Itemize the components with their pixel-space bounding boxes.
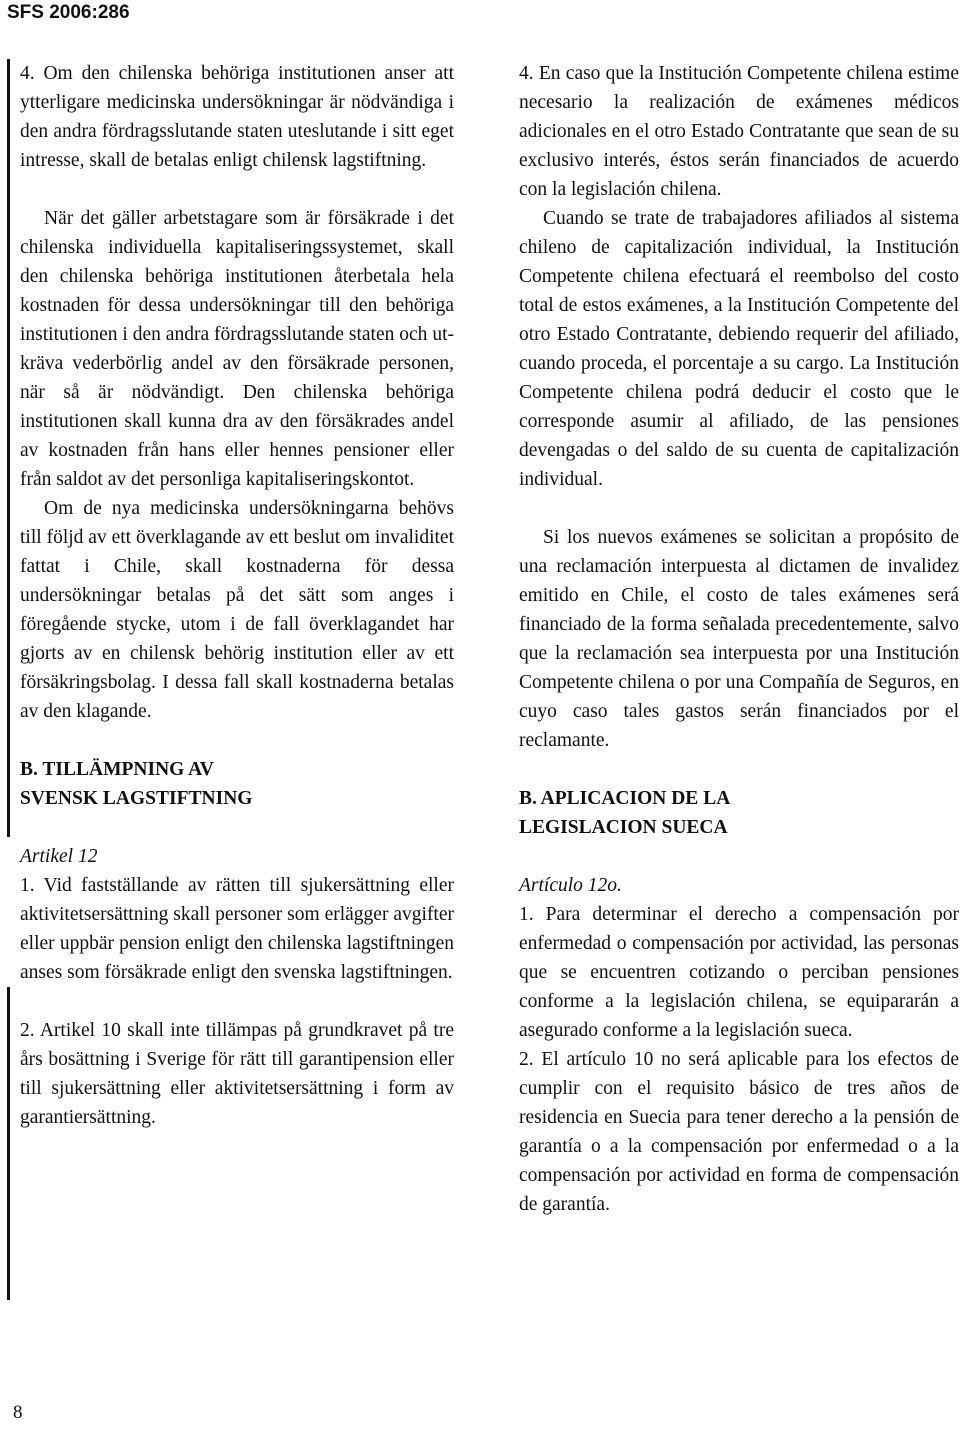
paragraph: Om de nya medicinska undersökningarna behövs till följd av ett överklagande av ett beslut om invaliditet fattat i Chile, skall kostnaderna för dessa undersökningar betalas på det sätt som anges i föregående stycke, utom i de fall överklagandet har gjorts av en chilensk behörig institution eller av ett försäkringsbolag. I dessa fall skall kostnaderna betalas av den klagande. [20,498,454,722]
page-number: 8 [13,1402,23,1423]
paragraph: Si los nuevos exámenes se solicitan a propósito de una reclamación interpuesta al dictamen de invalidez emitido en Chile, el costo de tales exámenes será financiado de la forma señalada precedentemente, salvo que la reclamación sea interpuesta por una Institución Competente chilena o por una Compañía de Seguros, en cuyo caso tales gastos serán financiados por el reclamante. [519,527,959,751]
article-heading: Artikel 12 [20,846,98,867]
section-heading: B. APLICACION DE LA [519,788,731,809]
paragraph: 4. Om den chilenska behöriga institutionen anser att ytterligare medicinska undersökningar är nödvändiga i den andra fördragsslutande staten uteslutande i sitt eget intresse, skall de betalas enligt chilensk lagstiftning. [20,63,454,171]
paragraph: 4. En caso que la Institución Competente chilena estime necesario la realización de exámenes médicos adicionales en el otro Estado Contratante que sean de su exclusivo interés, éstos serán financiados de acuerdo con la legislación chilena. [519,63,959,200]
paragraph: 2. El artículo 10 no será aplicable para los efectos de cumplir con el requisito básico de tres años de residencia en Suecia para tener derecho a la pensión de garantía o a la compensación por enfermedad o a la compensación por actividad en forma de compensación de garantía. [519,1049,959,1215]
paragraph: När det gäller arbetstagare som är försäkrade i det chilenska individuella kapitaliseringssystemet, skall den chilenska behöriga institutionen återbetala hela kostnaden för dessa undersökningar till den behöriga institutionen i den andra fördragsslutande staten och utkräva vederbörlig andel av den försäkrade personen, när så är nödvändigt. Den chilenska behöriga institutionen skall kunna dra av den försäkrades andel av kostnaden från hans eller hennes pensioner eller från saldot av det personliga kapitaliseringskontot. [20,208,454,490]
swedish-column [20,59,454,1132]
section-heading: LEGISLACION SUECA [519,817,728,838]
change-bar [7,987,10,1300]
paragraph: 1. Vid fastställande av rätten till sjukersättning eller aktivitetsersättning skall personer som erlägger avgifter eller uppbär pension enligt den chilenska lagstiftningen anses som försäkrade enligt den svenska lagstiftningen. [20,875,454,983]
change-bar [7,59,10,837]
paragraph: 1. Para determinar el derecho a compensación por enfermedad o compensación por actividad, las personas que se encuentren cotizando o perciban pensiones conforme a la legislación chilena, se equipararán a asegurado conforme a la legislación sueca. [519,904,959,1041]
document-id: SFS 2006:286 [7,2,130,23]
paragraph: 2. Artikel 10 skall inte tillämpas på grundkravet på tre års bosättning i Sverige för rätt till garantipension eller till sjukersättning eller aktivitetsersättning i form av garantiersättning. [20,1020,454,1128]
spanish-column [519,59,959,1219]
section-heading: B. TILLÄMPNING AV [20,759,214,780]
section-heading: SVENSK LAGSTIFTNING [20,788,253,809]
article-heading: Artículo 12o. [519,875,622,896]
paragraph: Cuando se trate de trabajadores afiliados al sistema chileno de capitalización individual, la Institución Competente chilena efectuará el reembolso del costo total de estos exámenes, a la Institución Competente del otro Estado Contratante, debiendo requerir del afiliado, cuando proceda, el porcentaje a su cargo. La Institución Competente chilena podrá deducir el costo que le corresponde asumir al afiliado, de las pensiones devengadas o del saldo de su cuenta de capitalización individual. [519,208,959,490]
